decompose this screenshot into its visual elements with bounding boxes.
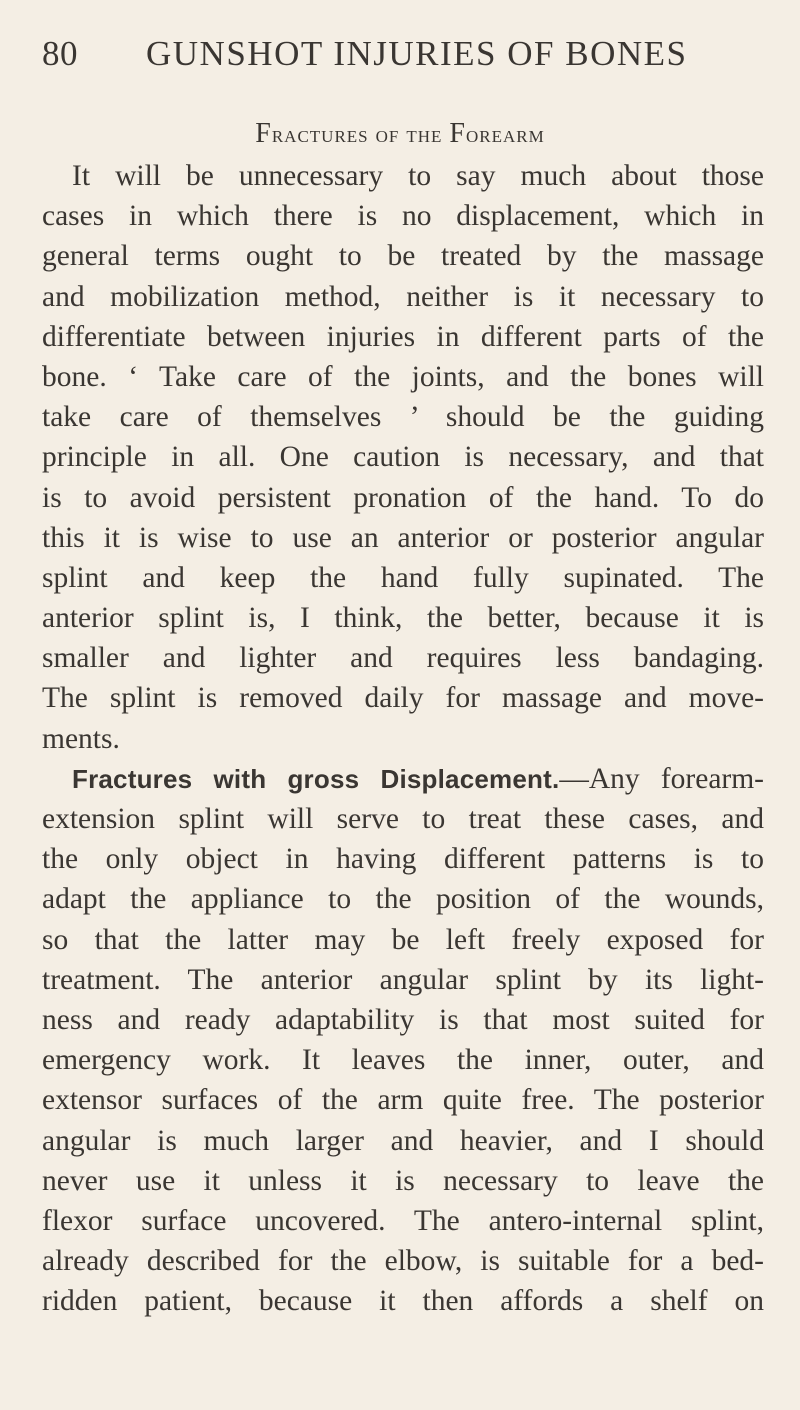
page-number: 80: [42, 34, 78, 73]
run-in-heading: Fractures with gross Displacement.: [72, 763, 560, 794]
text-line: take care of themselves ’ should be the guiding: [42, 401, 764, 434]
text-line: never use it unless it is necessary to leave the: [42, 1164, 764, 1197]
running-head: [42, 32, 758, 76]
paragraph-first-line: [42, 759, 764, 799]
text-line: ness and ready adaptability is that most suited for: [42, 1003, 764, 1036]
text-line: The splint is removed daily for massage and move-: [42, 682, 764, 715]
text-line: so that the latter may be left freely exposed for: [42, 923, 764, 956]
text-line: It will be unnecessary to say much about those: [72, 160, 764, 192]
body-text: [42, 156, 764, 1321]
text-line: anterior splint is, I think, the better, because it is: [42, 602, 764, 635]
section-title-text: orearm: [466, 122, 545, 148]
text-line: angular is much larger and heavier, and I should: [42, 1124, 764, 1157]
text-line: is to avoid persistent pronation of the hand. To do: [42, 481, 764, 514]
text-line: differentiate between injuries in different parts of the: [42, 320, 764, 353]
text-line: adapt the appliance to the position of the wounds,: [42, 883, 764, 916]
text-fragment: —Any forearm-: [559, 762, 765, 795]
text-line: smaller and lighter and requires less bandaging.: [42, 642, 764, 675]
text-line: principle in all. One caution is necessary, and that: [42, 441, 764, 474]
text-line: this it is wise to use an anterior or posterior angular: [42, 521, 764, 554]
text-line: extension splint will serve to treat these cases, and: [42, 803, 764, 835]
text-line: ridden patient, because it then affords a shelf on: [42, 1285, 764, 1318]
section-title-cap: F: [255, 118, 272, 149]
text-line: extensor surfaces of the arm quite free. The posterior: [42, 1084, 764, 1117]
section-title: [0, 118, 800, 151]
text-line: the only object in having different patterns is to: [42, 843, 764, 876]
text-line: bone. ‘ Take care of the joints, and the bones will: [42, 360, 764, 393]
text-line: already described for the elbow, is suitable for a bed-: [42, 1245, 764, 1278]
section-title-text: ractures of the: [271, 122, 450, 148]
text-line: emergency work. It leaves the inner, outer, and: [42, 1044, 764, 1077]
text-line: and mobilization method, neither is it necessary to: [42, 280, 764, 313]
section-title-cap: F: [449, 118, 466, 149]
text-line: treatment. The anterior angular splint by its light-: [42, 963, 764, 996]
text-line: cases in which there is no displacement, which in: [42, 200, 764, 233]
text-line: general terms ought to be treated by the massage: [42, 240, 764, 273]
running-head-title: GUNSHOT INJURIES OF BONES: [146, 34, 688, 73]
text-line: splint and keep the hand fully supinated. The: [42, 561, 764, 594]
text-line: flexor surface uncovered. The antero-internal splint,: [42, 1204, 764, 1237]
text-line: ments.: [42, 722, 120, 755]
